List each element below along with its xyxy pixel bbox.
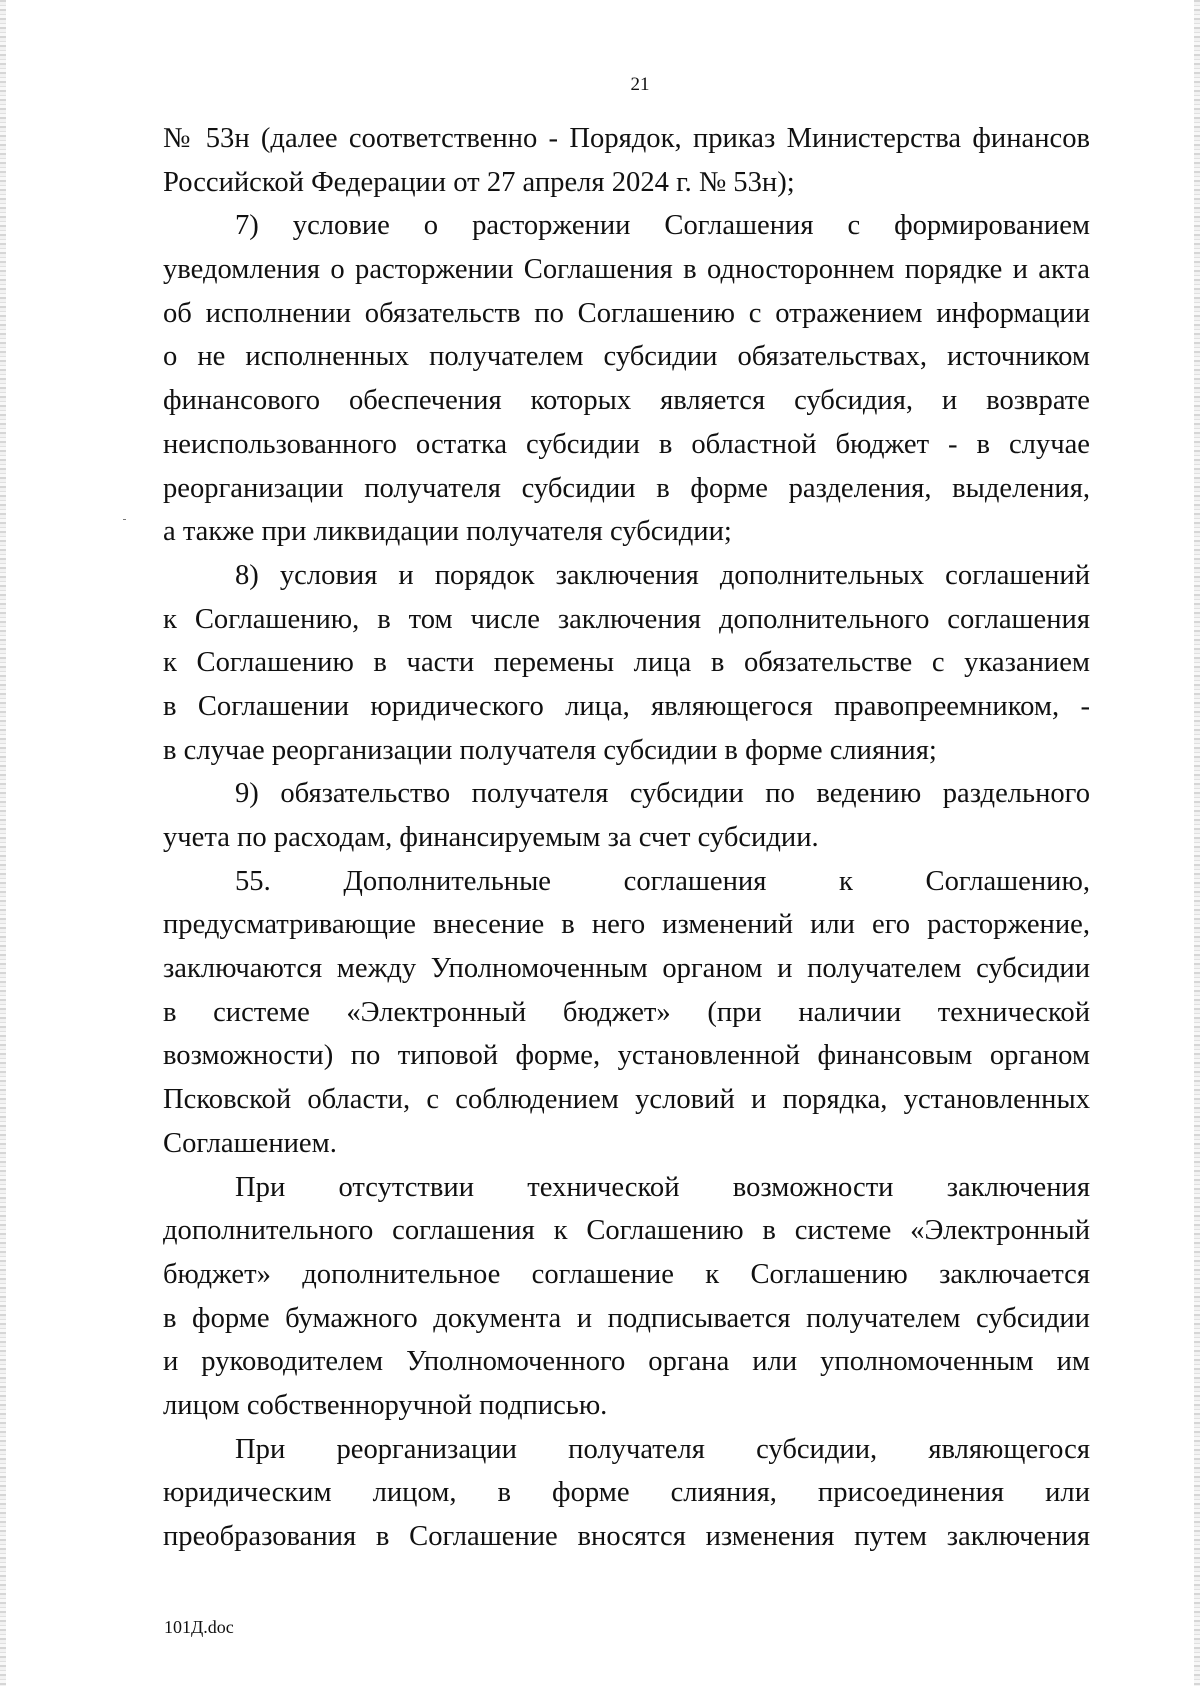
text-line: № 53н (далее соответственно - Порядок, приказ Министерства финансов [163, 123, 1090, 154]
scan-edge-right [1194, 0, 1200, 1686]
text-line: неиспользованного остатка субсидии в областной бюджет - в случае [163, 428, 1090, 460]
text-line: При отсутствии технической возможности заключения [235, 1171, 1090, 1203]
text-line: в форме бумажного документа и подписывается получателем субсидии [163, 1302, 1090, 1334]
text-line: 9) обязательство получателя субсидии по ведению раздельного [235, 778, 1090, 810]
text-line: реорганизации получателя субсидии в форме разделения, выделения, [163, 472, 1090, 504]
page-number: 21 [630, 74, 650, 95]
text-line: При реорганизации получателя субсидии, являющегося [235, 1433, 1090, 1465]
text-line: предусматривающие внесение в него изменений или его расторжение, [163, 909, 1090, 941]
text-line: об исполнении обязательств по Соглашению с отражением информации [163, 297, 1090, 329]
text-line: учета по расходам, финансируемым за счет субсидии. [163, 822, 819, 853]
text-line: 7) условие о расторжении Соглашения с формированием [235, 210, 1090, 242]
text-line: преобразования в Соглашение вносятся изменения путем заключения [163, 1521, 1090, 1552]
footer-filename: 101Д.doc [164, 1617, 234, 1637]
text-line: дополнительного соглашения к Соглашению в системе «Электронный [163, 1215, 1090, 1247]
text-line: бюджет» дополнительное соглашение к Соглашению заключается [163, 1258, 1090, 1290]
body-text [163, 117, 1090, 1559]
text-line: к Соглашению в части перемены лица в обязательстве с указанием [163, 647, 1090, 679]
scan-edge-left [0, 0, 6, 1686]
margin-mark [123, 519, 126, 520]
text-line: в случае реорганизации получателя субсидии в форме слияния; [163, 734, 937, 766]
text-line: а также при ликвидации получателя субсидии; [163, 516, 732, 548]
text-line: Российской Федерации от 27 апреля 2024 г. № 53н); [163, 166, 795, 198]
text-line: заключаются между Уполномоченным органом и получателем субсидии [163, 953, 1090, 985]
text-line: лицом собственноручной подписью. [163, 1389, 608, 1421]
text-line: о не исполненных получателем субсидии обязательствах, источником [163, 341, 1090, 373]
text-line: и руководителем Уполномоченного органа или уполномоченным им [163, 1346, 1090, 1378]
text-line: финансового обеспечения которых является субсидия, и возврате [163, 385, 1090, 417]
text-line: в системе «Электронный бюджет» (при наличии технической [163, 996, 1090, 1028]
text-line: Псковской области, с соблюдением условий и порядка, установленных [163, 1084, 1090, 1116]
text-line: 55. Дополнительные соглашения к Соглашению, [235, 865, 1090, 897]
text-line: уведомления о расторжении Соглашения в одностороннем порядке и акта [163, 254, 1090, 286]
text-line: к Соглашению, в том числе заключения дополнительного соглашения [163, 603, 1090, 635]
text-line: юридическим лицом, в форме слияния, присоединения или [163, 1477, 1090, 1509]
text-line: Соглашением. [163, 1127, 337, 1159]
text-line: возможности) по типовой форме, установленной финансовым органом [163, 1040, 1090, 1072]
text-line: 8) условия и порядок заключения дополнительных соглашений [235, 559, 1090, 591]
text-line: в Соглашении юридического лица, являющегося правопреемником, - [163, 690, 1090, 722]
